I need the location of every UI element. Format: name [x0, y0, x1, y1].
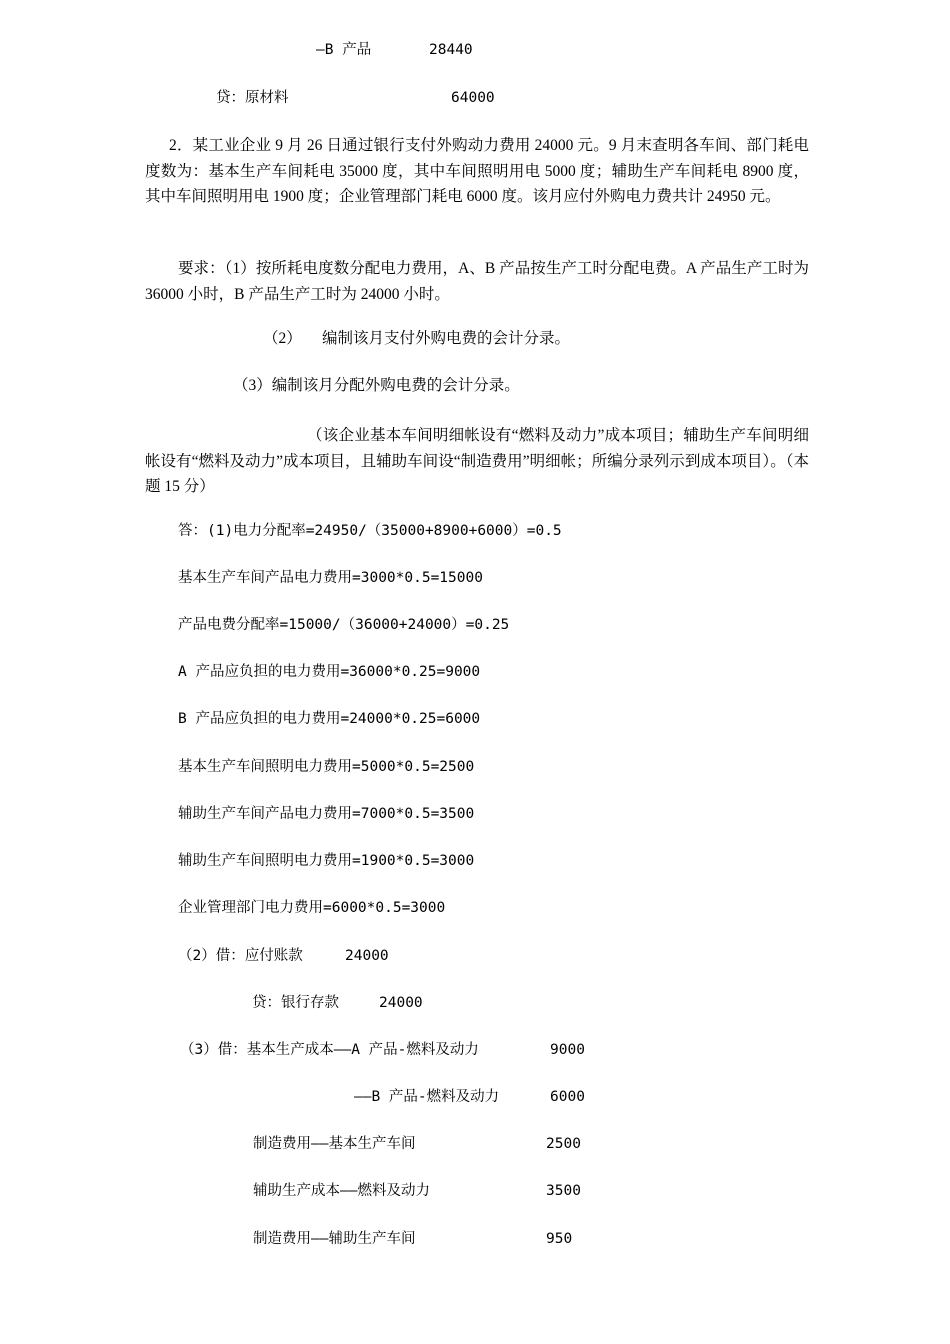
journal-amount: 6000 [550, 1089, 585, 1105]
journal-amount: 24000 [345, 948, 389, 964]
requirement-1: 要求：（1）按所耗电度数分配电力费用，A、B 产品按生产工时分配电费。A 产品生产工时为 36000 小时，B 产品生产工时为 24000 小时。 [145, 260, 809, 303]
journal-amount: 24000 [379, 995, 423, 1011]
journal-amount: 9000 [550, 1042, 585, 1058]
answer-line: 辅助生产车间照明电力费用=1900*0.5=3000 [178, 853, 475, 869]
requirement-2-text: 编制该月支付外购电费的会计分录。 [322, 330, 571, 347]
journal-debit: （2）借：应付账款 [178, 948, 303, 964]
answer-line: 辅助生产车间产品电力费用=7000*0.5=3500 [178, 806, 475, 822]
answer-line: B 产品应负担的电力费用=24000*0.25=6000 [178, 711, 481, 727]
journal-debit: 制造费用——基本生产车间 [253, 1136, 416, 1152]
journal-amount: 2500 [546, 1136, 581, 1152]
answer-line: 基本生产车间产品电力费用=3000*0.5=15000 [178, 570, 483, 586]
answer-line: 企业管理部门电力费用=6000*0.5=3000 [178, 900, 446, 916]
entry-amount: 28440 [429, 42, 473, 58]
journal-debit: 辅助生产成本——燃料及动力 [253, 1183, 430, 1199]
journal-debit: ——B 产品-燃料及动力 [354, 1089, 500, 1105]
requirement-3: （3）编制该月分配外购电费的会计分录。 [233, 377, 520, 394]
answer-line: 产品电费分配率=15000/（36000+24000）=0.25 [178, 617, 510, 633]
journal-amount: 950 [546, 1231, 573, 1247]
journal-credit: 贷：银行存款 [252, 995, 339, 1011]
answer-line: 答：(1)电力分配率=24950/（35000+8900+6000）=0.5 [178, 523, 562, 539]
question-body: 2．某工业企业 9 月 26 日通过银行支付外购动力费用 24000 元。9 月末查明各车间、部门耗电度数为：基本生产车间耗电 35000 度，其中车间照明用电 5000 度；辅助生产车间耗电 8900 度，其中车间照明用电 1900 度；企业管理部门耗电 6000 度。该月应付外购电力费共计 24950 元。 [145, 137, 809, 205]
entry-amount: 64000 [451, 90, 495, 106]
journal-debit: 制造费用——辅助生产车间 [253, 1231, 416, 1247]
answer-line: 基本生产车间照明电力费用=5000*0.5=2500 [178, 759, 475, 775]
journal-amount: 3500 [546, 1183, 581, 1199]
entry-label: 贷：原材料 [216, 90, 289, 106]
answer-line: A 产品应负担的电力费用=36000*0.25=9000 [178, 664, 481, 680]
journal-debit: （3）借：基本生产成本——A 产品-燃料及动力 [180, 1042, 479, 1058]
requirement-2-number: （2） [263, 330, 302, 347]
question-note: （该企业基本车间明细帐设有“燃料及动力”成本项目；辅助生产车间明细帐设有“燃料及动力”成本项目，且辅助车间设“制造费用”明细帐；所编分录列示到成本项目）。（本题 15 分） [145, 427, 809, 495]
entry-label: —B 产品 [316, 42, 372, 58]
